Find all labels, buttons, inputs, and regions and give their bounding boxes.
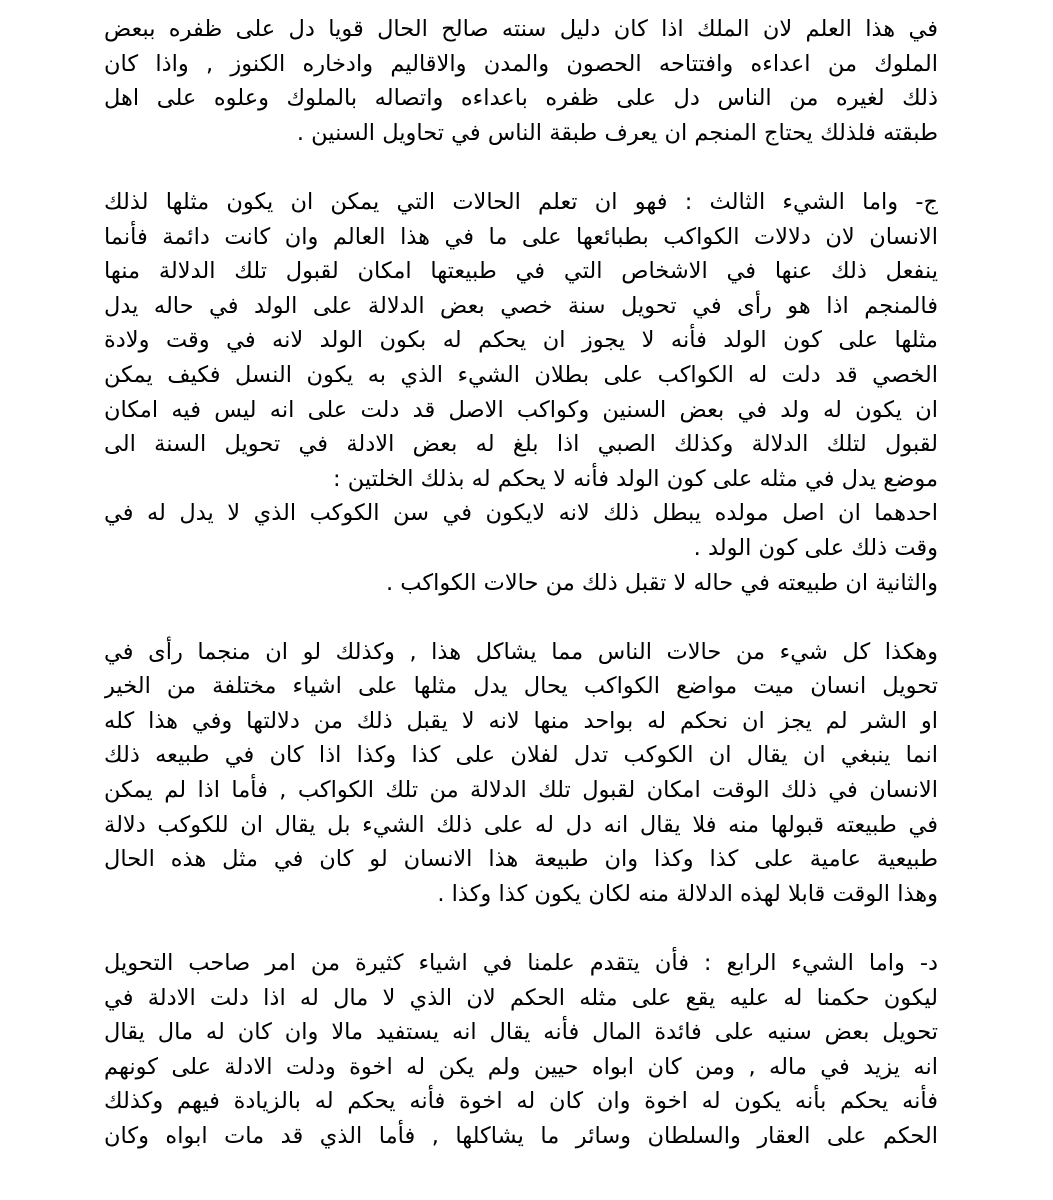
text-line: وهكذا كل شيء من حالات الناس مما يشاكل هذا , وكذلك لو ان منجما رأى في	[104, 638, 938, 665]
text-line: في هذا العلم لان الملك اذا كان دليل سنته صالح الحال قويا دل على ظفره ببعض	[104, 16, 938, 42]
text-line: فالمنجم اذا هو رأى في تحويل سنة خصي بعض الدلالة على الولد في حاله يدل	[104, 292, 938, 319]
paragraph-spacer	[104, 150, 938, 185]
text-line: ذلك لغيره من الناس دل على ظفره باعداءه واتصاله بالملوك وعلوه على اهل	[104, 85, 938, 112]
paragraph-4	[104, 946, 938, 1154]
text-line: طبيعية عامية على كذا وكذا وان طبيعة هذا الانسان لو كان في مثل هذه الحال	[104, 846, 938, 873]
text-line: الخصي قد دلت له الكواكب على بطلان الشيء الذي به يكون النسل فكيف يمكن	[104, 361, 938, 388]
text-line: مثلها على كون الولد فأنه لا يجوز ان يحكم له بكون الولد لانه في وقت ولادة	[104, 327, 938, 354]
text-line: وقت ذلك على كون الولد .	[693, 534, 938, 561]
text-line: طبقته فلذلك يحتاج المنجم ان يعرف طبقة الناس في تحاويل السنين .	[296, 119, 938, 146]
text-line: الانسان في ذلك الوقت امكان لقبول تلك الدلالة من تلك الكواكب , فأما اذا لم يمكن	[104, 777, 938, 804]
document-page	[104, 12, 938, 1154]
text-line: تحويل بعض سنيه على فائدة المال فأنه يقال انه يستفيد مالا وان كان له مال يقال	[104, 1019, 938, 1046]
text-line: فأنه يحكم بأنه يكون له اخوة وان كان له اخوة فأنه يحكم له بالزيادة فيهم وكذلك	[104, 1088, 938, 1115]
text-line: ان يكون له ولد في بعض السنين وكواكب الاصل قد دلت على انه ليس فيه امكان	[104, 396, 938, 423]
text-line: د- واما الشيء الرابع : فأن يتقدم علمنا في اشياء كثيرة من امر صاحب التحويل	[104, 950, 938, 977]
text-line: ليكون حكمنا له عليه يقع على مثله الحكم لان الذي لا مال له اذا دلت الادلة في	[104, 984, 938, 1011]
text-line: وهذا الوقت قابلا لهذه الدلالة منه لكان يكون كذا وكذا .	[437, 880, 938, 907]
paragraph-3	[104, 635, 938, 912]
text-line: انه يزيد في ماله , ومن كان ابواه حيين ولم يكن له اخوة ودلت الادلة على كونهم	[104, 1053, 938, 1080]
paragraph-1	[104, 12, 938, 150]
text-line: ج- واما الشيء الثالث : فهو ان تعلم الحالات التي يمكن ان يكون مثلها لذلك	[104, 188, 938, 215]
text-line: الملوك من اعداءه وافتتاحه الحصون والمدن والاقاليم وادخاره الكنوز , واذا كان	[104, 50, 938, 77]
text-line: موضع يدل في مثله على كون الولد فأنه لا يحكم له بذلك الخلتين :	[332, 465, 938, 492]
text-line: او الشر لم يجز ان نحكم له بواحد منها لانه لا يقبل ذلك من دلالتها وفي هذا كله	[104, 707, 938, 734]
text-line: في طبيعته قبولها منه فلا يقال انه دل له على ذلك الشيء بل يقال ان للكوكب دلالة	[104, 811, 938, 838]
text-line: ينفعل ذلك عنها في الاشخاص التي في طبيعتها امكان لقبول تلك الدلالة منها	[104, 258, 938, 285]
text-line: الانسان لان دلالات الكواكب بطبائعها على ما في هذا العالم وان كانت دائمة فأنما	[104, 223, 938, 250]
text-line: الحكم على العقار والسلطان وسائر ما يشاكلها , فأما الذي قد مات ابواه وكان	[104, 1123, 938, 1149]
paragraph-spacer	[104, 600, 938, 635]
paragraph-spacer	[104, 911, 938, 946]
text-line: لقبول لتلك الدلالة وكذلك الصبي اذا بلغ له بعض الادلة في تحويل السنة الى	[104, 431, 938, 458]
text-line: والثانية ان طبيعته في حاله لا تقبل ذلك من حالات الكواكب .	[385, 569, 938, 596]
text-line: تحويل انسان ميت مواضع الكواكب يحال يدل مثلها على اشياء مختلفة من الخير	[104, 673, 938, 700]
paragraph-2	[104, 185, 938, 600]
text-line: انما ينبغي ان يقال ان الكوكب تدل لفلان على كذا وكذا اذا كان في طبيعه ذلك	[104, 742, 938, 769]
text-line: احدهما ان اصل مولده يبطل ذلك لانه لايكون في سن الكوكب الذي لا يدل له في	[104, 500, 938, 527]
